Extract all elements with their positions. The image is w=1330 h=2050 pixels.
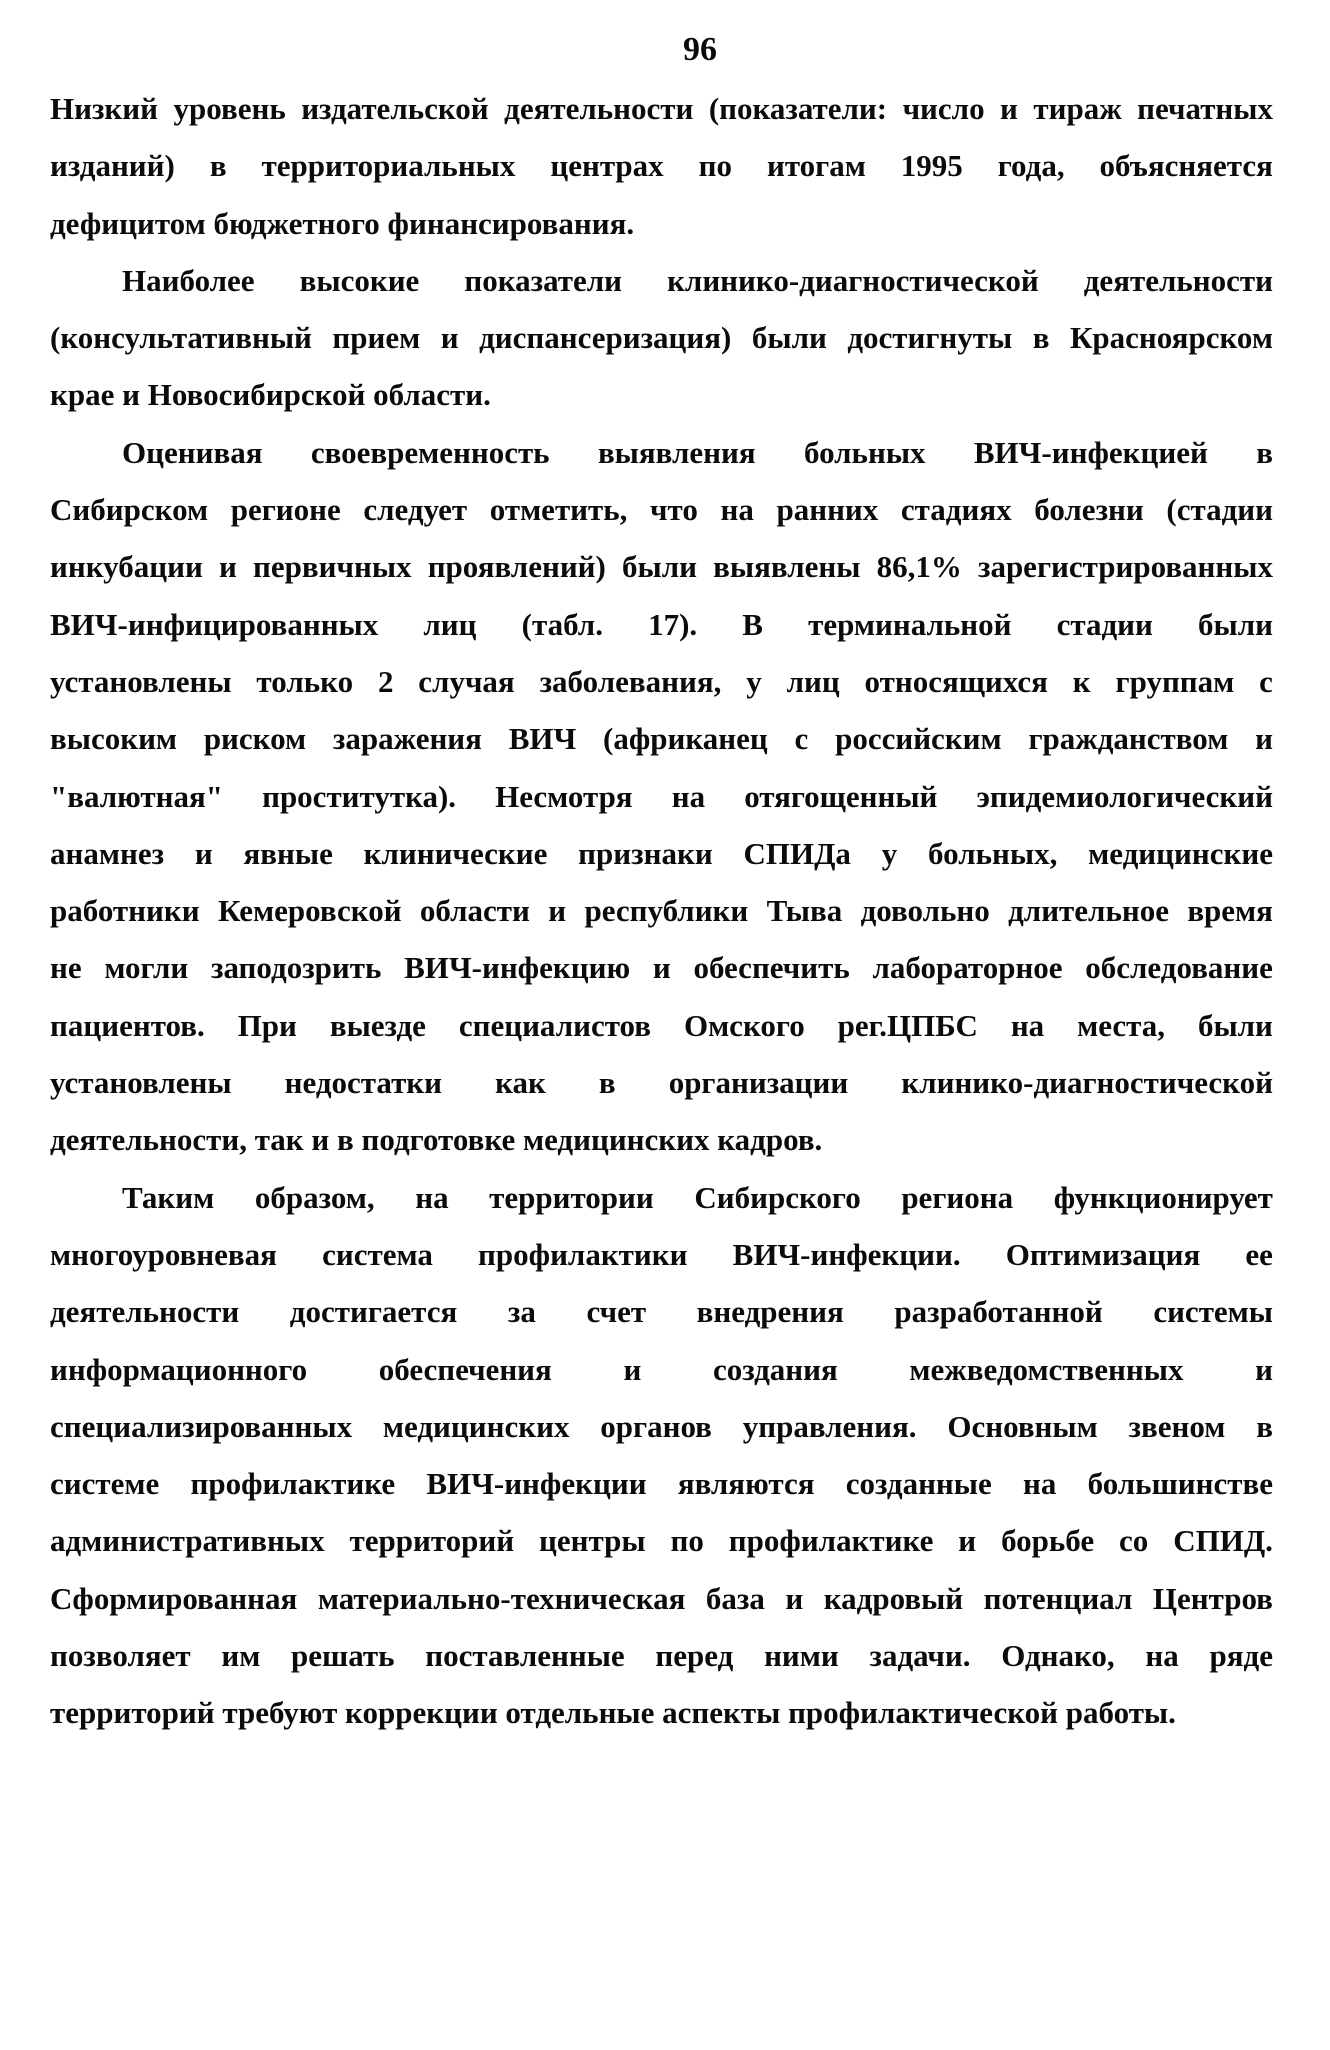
text-line: анамнез и явные клинические признаки СПИДа у больных, медицинские (50, 835, 1273, 871)
paragraph (50, 252, 1273, 424)
text-line: установлены только 2 случая заболевания, у лиц относящихся к группам с (50, 663, 1273, 699)
text-line: специализированных медицинских органов управления. Основным звеном в (50, 1408, 1273, 1444)
text-line: инкубации и первичных проявлений) были выявлены 86,1% зарегистрированных (50, 549, 1273, 585)
text-line: позволяет им решать поставленные перед ними задачи. Однако, на ряде (50, 1638, 1273, 1674)
paragraph (50, 424, 1273, 1169)
text-line: ВИЧ-инфицированных лиц (табл. 17). В терминальной стадии были (50, 606, 1273, 642)
text-line: деятельности, так и в подготовке медицинских кадров. (50, 1122, 823, 1158)
text-line: высоким риском заражения ВИЧ (африканец с российским гражданством и (50, 721, 1273, 757)
paragraph (50, 1169, 1273, 1742)
text-line: Сформированная материально-техническая база и кадровый потенциал Центров (50, 1580, 1273, 1616)
paragraph (50, 80, 1273, 252)
page-number: 96 (683, 31, 717, 68)
text-line: информационного обеспечения и создания межведомственных и (50, 1351, 1273, 1387)
text-line: территорий требуют коррекции отдельные аспекты профилактической работы. (50, 1695, 1176, 1731)
text-line: не могли заподозрить ВИЧ-инфекцию и обеспечить лабораторное обследование (50, 950, 1273, 986)
body-text (50, 80, 1273, 1742)
text-line: системе профилактике ВИЧ-инфекции являются созданные на большинстве (50, 1466, 1273, 1502)
text-line: (консультативный прием и диспансеризация) были достигнуты в Красноярском (50, 320, 1273, 356)
text-line: изданий) в территориальных центрах по итогам 1995 года, объясняется (50, 148, 1273, 184)
text-line: Наиболее высокие показатели клинико-диагностической деятельности (122, 262, 1273, 298)
text-line: Низкий уровень издательской деятельности (показатели: число и тираж печатных (50, 91, 1273, 126)
text-line: пациентов. При выезде специалистов Омского рег.ЦПБС на места, были (50, 1007, 1273, 1043)
text-line: "валютная" проститутка). Несмотря на отягощенный эпидемиологический (50, 778, 1273, 814)
text-line: многоуровневая система профилактики ВИЧ-инфекции. Оптимизация ее (50, 1236, 1273, 1272)
text-line: установлены недостатки как в организации клинико-диагностической (50, 1065, 1273, 1101)
text-line: административных территорий центры по профилактике и борьбе со СПИД. (50, 1523, 1273, 1559)
text-line: работники Кемеровской области и республики Тыва довольно длительное время (50, 893, 1273, 929)
text-line: Сибирском регионе следует отметить, что на ранних стадиях болезни (стадии (50, 492, 1273, 528)
text-line: Таким образом, на территории Сибирского региона функционирует (122, 1179, 1273, 1215)
text-line: дефицитом бюджетного финансирования. (50, 205, 635, 241)
text-line: Оценивая своевременность выявления больных ВИЧ-инфекцией в (122, 434, 1273, 470)
text-line: деятельности достигается за счет внедрения разработанной системы (50, 1294, 1273, 1330)
text-line: крае и Новосибирской области. (50, 377, 491, 413)
